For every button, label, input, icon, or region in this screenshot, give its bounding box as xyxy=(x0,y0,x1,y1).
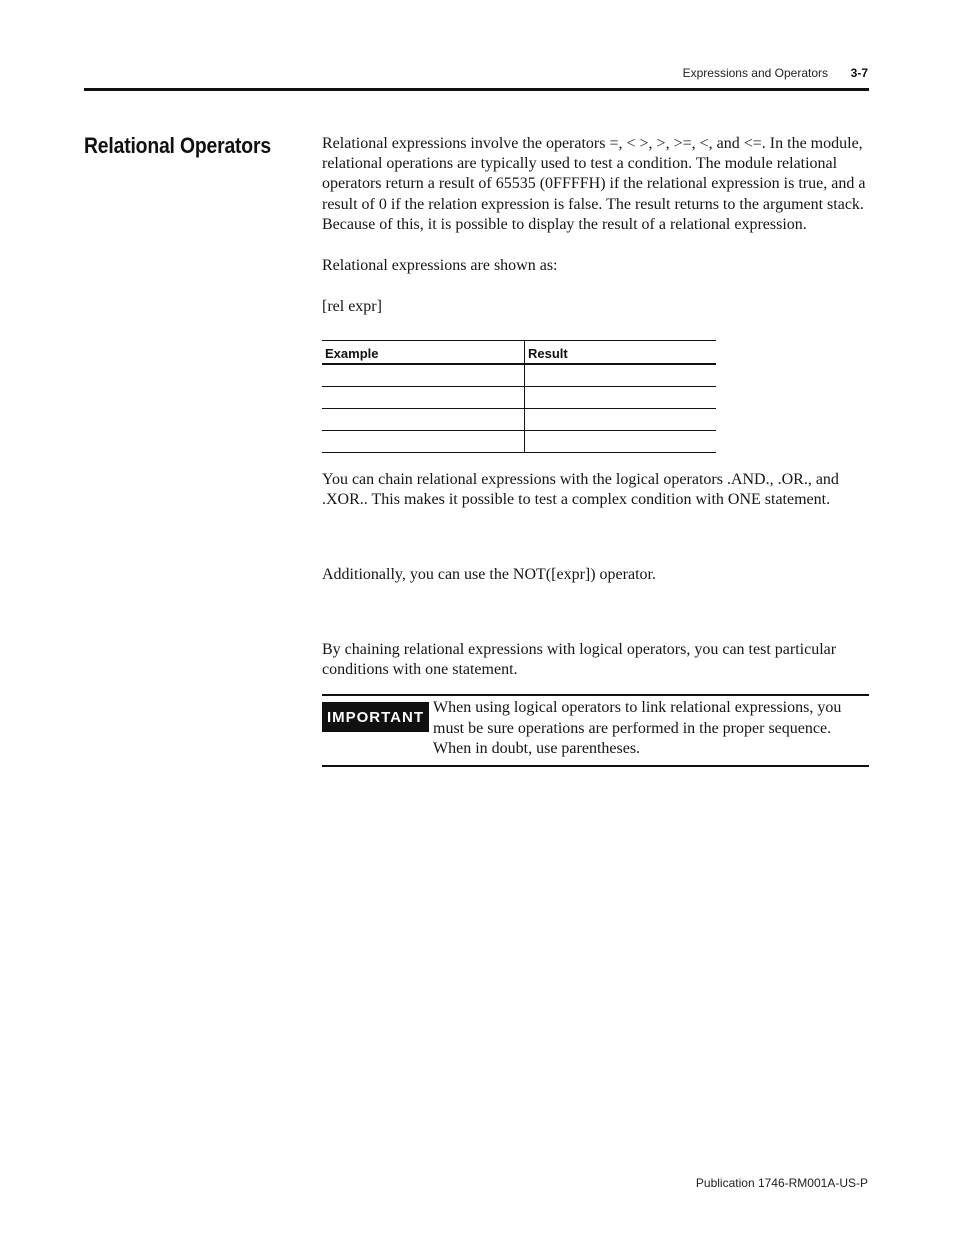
table-cell xyxy=(322,409,525,431)
table-cell xyxy=(525,387,717,409)
shown-as-paragraph: Relational expressions are shown as: xyxy=(322,257,558,274)
table-cell xyxy=(525,431,717,453)
callout-bottom-rule xyxy=(322,765,869,767)
table-row xyxy=(322,387,716,409)
table-row xyxy=(322,409,716,431)
table-cell xyxy=(322,364,525,387)
callout-top-rule xyxy=(322,694,869,696)
table-header-result: Result xyxy=(525,341,717,365)
table-cell xyxy=(525,409,717,431)
table-row xyxy=(322,364,716,387)
table-row xyxy=(322,431,716,453)
chaining-summary-paragraph: By chaining relational expressions with logical operators, you can test particular conditions with one statement. xyxy=(322,641,837,679)
table-header-example: Example xyxy=(322,341,525,365)
important-text: When using logical operators to link relational expressions, you must be sure operations are performed in the proper sequence. When in doubt, use parentheses. xyxy=(433,699,842,757)
table-cell xyxy=(525,364,717,387)
page-number: 3-7 xyxy=(850,66,868,80)
section-title: Relational Operators xyxy=(84,133,271,158)
header-rule xyxy=(84,88,869,91)
relational-examples-table xyxy=(322,340,716,453)
intro-paragraph: Relational expressions involve the operators =, < >, >, >=, <, and <=. In the module, relational operations are typically used to test a condition. The module relational operators return a result of 65535 (0FFFFH) if the relational expression is true, and a result of 0 if the relation expression is false. The result returns to the argument stack. Because of this, it is possible to display the result of a relational expression. xyxy=(322,135,866,233)
table-cell xyxy=(322,387,525,409)
chain-paragraph: You can chain relational expressions with the logical operators .AND., .OR., and .XOR.. This makes it possible to test a complex condition with ONE statement. xyxy=(322,471,839,509)
not-operator-paragraph: Additionally, you can use the NOT([expr]) operator. xyxy=(322,566,656,583)
important-label: IMPORTANT xyxy=(322,702,429,732)
syntax-paragraph: [rel expr] xyxy=(322,298,382,315)
chapter-title: Expressions and Operators xyxy=(682,66,828,80)
table-cell xyxy=(322,431,525,453)
table-header-row xyxy=(322,341,716,365)
publication-footer: Publication 1746-RM001A-US-P xyxy=(695,1176,868,1190)
